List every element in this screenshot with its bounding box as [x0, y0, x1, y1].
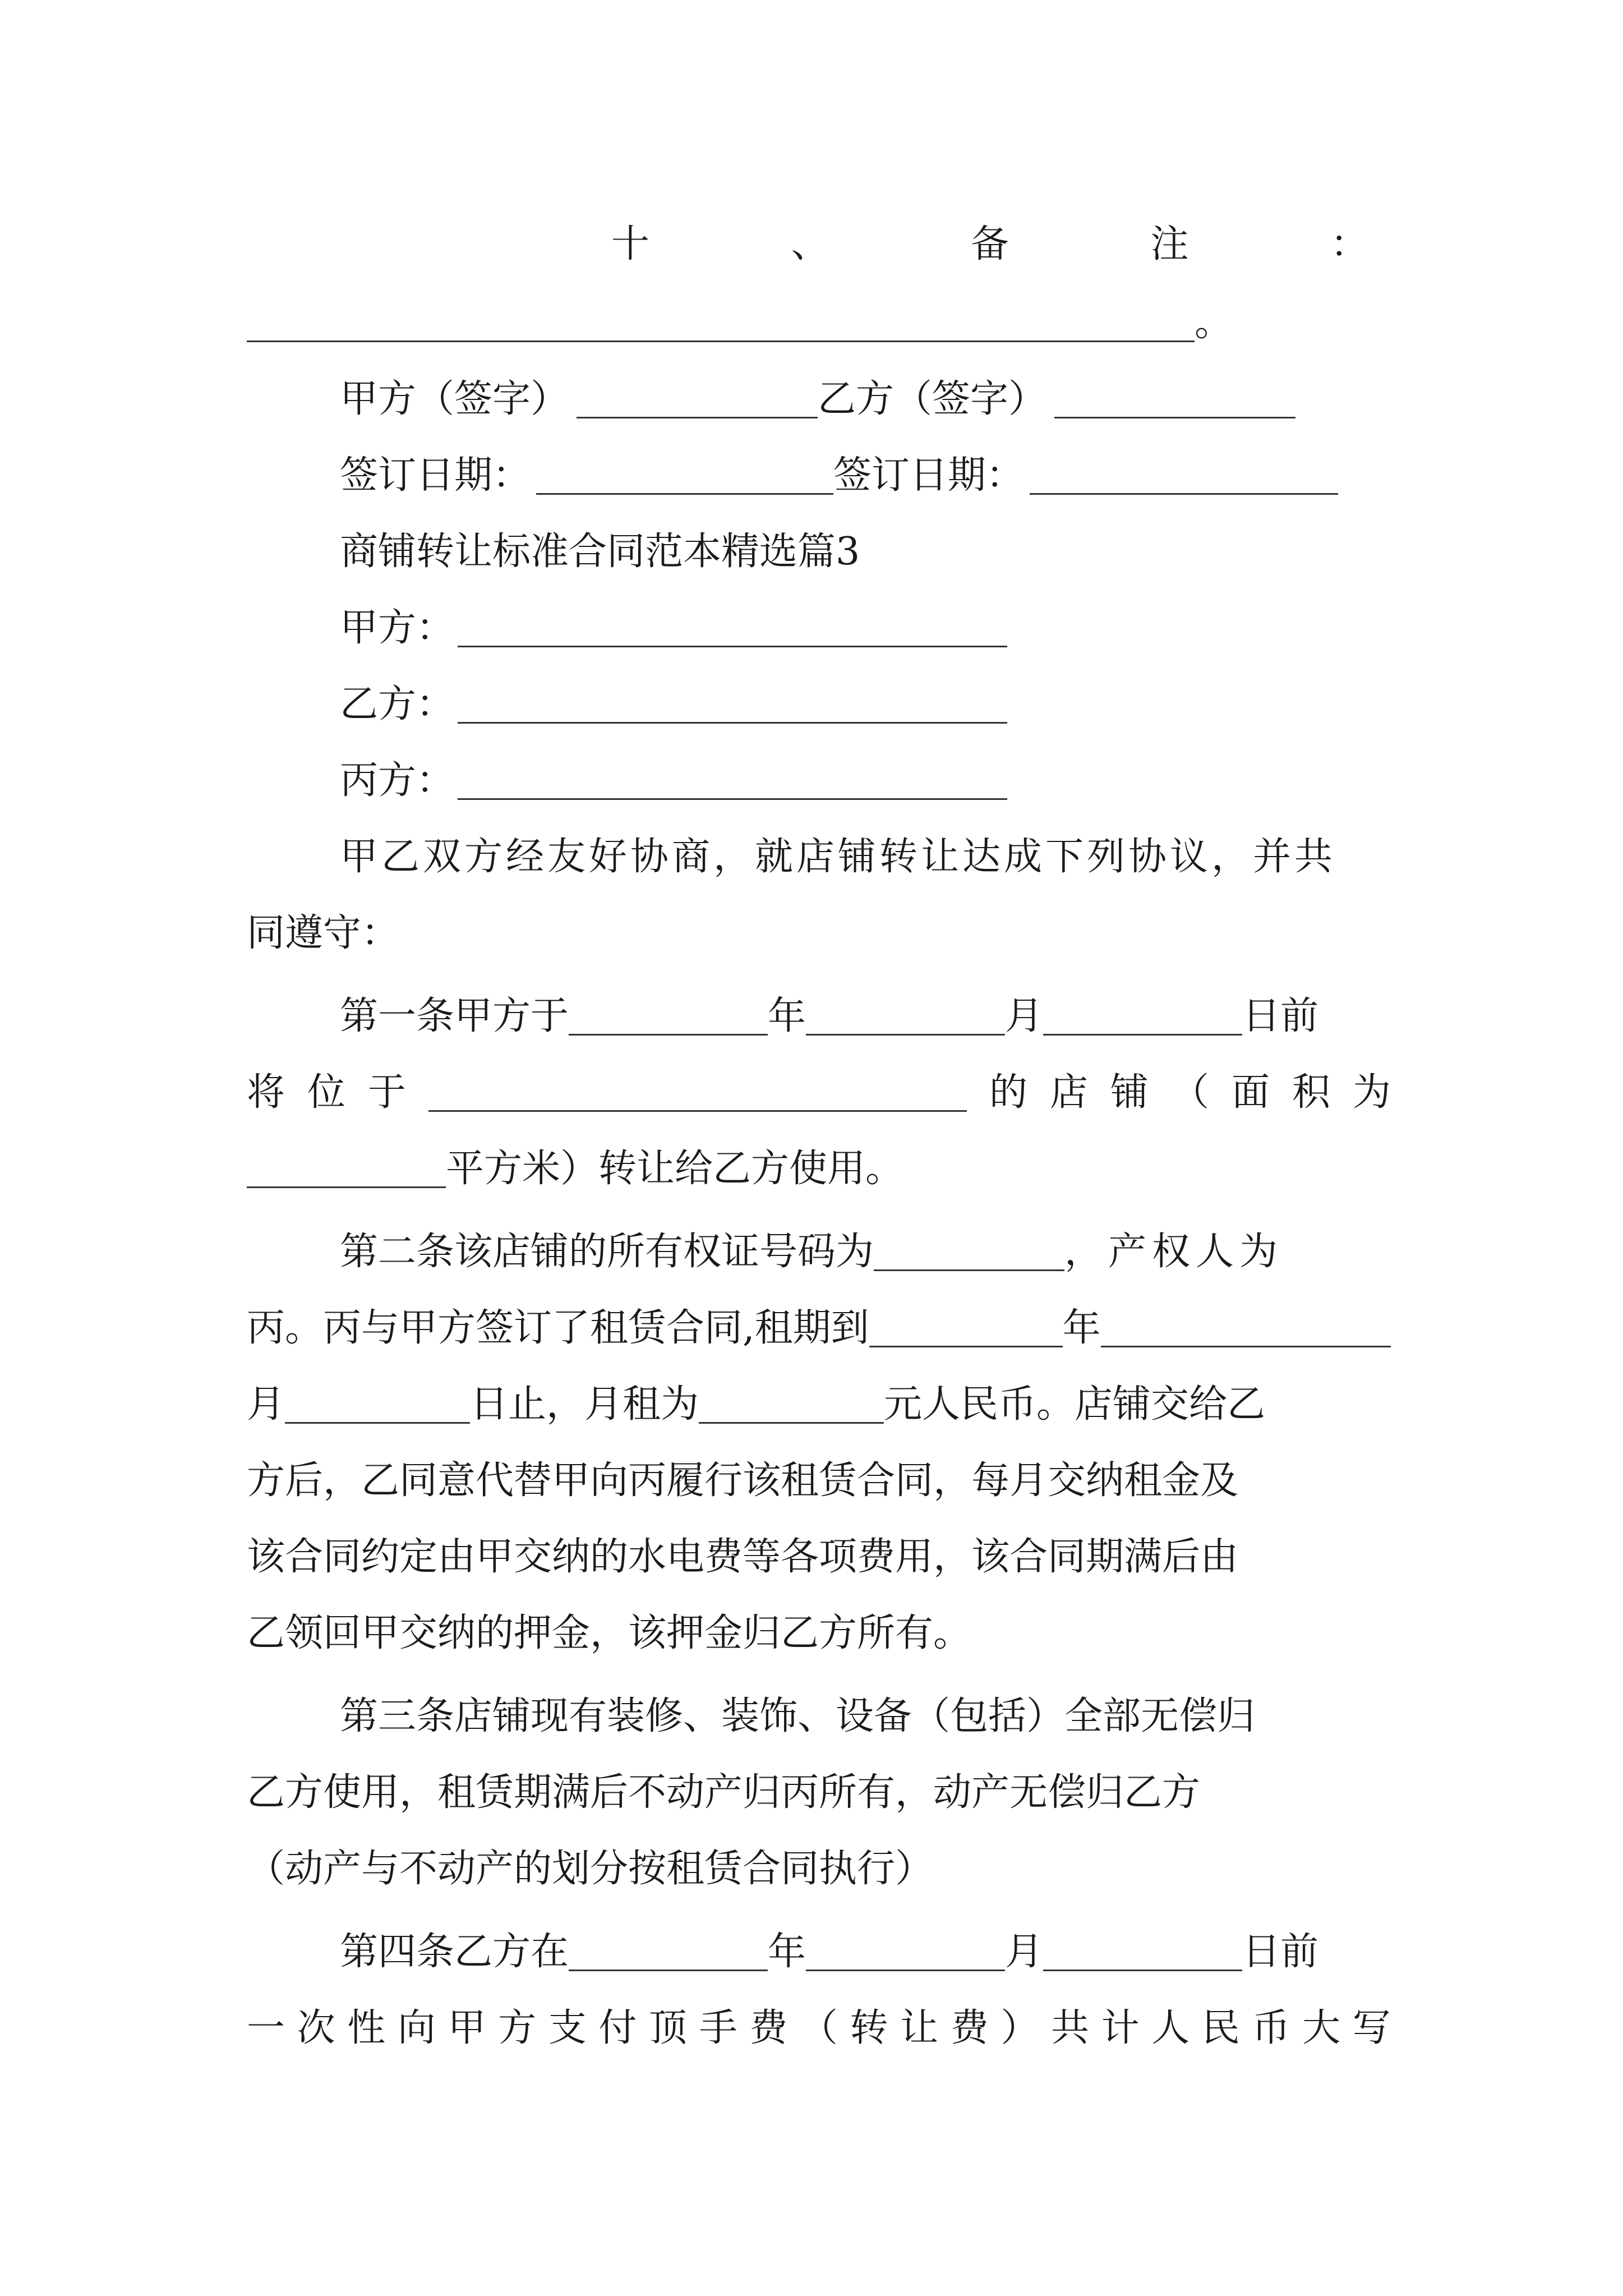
- art1-text: 平方米）转让给乙方使用。: [446, 1147, 904, 1191]
- art1-day: 日前: [1242, 994, 1319, 1038]
- year-blank: [569, 1034, 768, 1036]
- art4-char: 币: [1252, 2006, 1290, 2050]
- date-line: [340, 438, 1391, 514]
- art2-line-2: [247, 1290, 1391, 1366]
- month-blank: [806, 1034, 1005, 1036]
- art4-char: 支: [548, 2006, 587, 2050]
- art1-char: 店: [1049, 1070, 1088, 1115]
- art2-line-6: [247, 1595, 1391, 1672]
- lease-day-blank: [285, 1422, 470, 1424]
- art1-char: 的: [989, 1070, 1027, 1115]
- art2-line-5: [247, 1519, 1391, 1595]
- art1-char: 于: [368, 1070, 407, 1115]
- art4-char: 付: [598, 2006, 637, 2050]
- remarks-blank-line: [247, 285, 1391, 361]
- art2-text: 第二条该店铺的所有权证号码为: [340, 1230, 874, 1274]
- art3-line-1: [340, 1678, 1391, 1755]
- art3-line-3: [247, 1831, 1391, 1907]
- art4-line-1: [340, 1914, 1391, 1990]
- intro-line-2: [247, 895, 1391, 972]
- art4-char: 大: [1302, 2006, 1341, 2050]
- heading-char: 注: [1150, 222, 1189, 266]
- art4-char: 性: [347, 2006, 386, 2050]
- art4-char: 共: [1051, 2006, 1090, 2050]
- art2-text: 日止，月租为: [470, 1382, 699, 1427]
- section-title-text: 商铺转让标准合同范本精选篇3: [340, 530, 860, 574]
- art2-text: 该合同约定由甲交纳的水电费等各项费用，该合同期满后由: [247, 1535, 1239, 1579]
- art4-char: 一: [247, 2006, 285, 2050]
- art1-month: 月: [1005, 994, 1044, 1038]
- art1-char: 面: [1231, 1070, 1270, 1115]
- art3-text: （动产与不动产的划分按租赁合同执行）: [247, 1847, 934, 1891]
- day-blank: [1043, 1034, 1242, 1036]
- art1-char: 将: [247, 1070, 285, 1115]
- art4-char: 次: [297, 2006, 335, 2050]
- party-a-line: [340, 590, 1391, 666]
- art4-char: （: [799, 2006, 838, 2050]
- art1-char: 积: [1292, 1070, 1330, 1115]
- art2-line-3: [247, 1366, 1391, 1443]
- rent-blank: [699, 1422, 884, 1424]
- art4-char: 费: [950, 2006, 989, 2050]
- art4-line-2: [247, 1990, 1391, 2067]
- art2-text: 元人民币。店铺交给乙: [884, 1382, 1266, 1427]
- art4-char: 手: [699, 2006, 737, 2050]
- party-c-line: [340, 743, 1391, 819]
- art4-year: 年: [768, 1930, 806, 1974]
- heading-char: ：: [1330, 222, 1368, 266]
- party-c-blank: [458, 798, 1007, 800]
- art4-month-blank: [806, 1970, 1005, 1971]
- intro-text: 同遵守：: [247, 911, 400, 955]
- heading-remarks: [611, 206, 1368, 283]
- art4-month: 月: [1005, 1930, 1044, 1974]
- art4-year-blank: [569, 1970, 768, 1971]
- art2-month: 月: [247, 1382, 285, 1427]
- intro-text: 甲乙双方经友好协商，就店铺转让达成下列协议，并共: [340, 835, 1336, 879]
- party-b-blank: [458, 722, 1007, 724]
- art4-day-blank: [1043, 1970, 1242, 1971]
- art4-char: 写: [1352, 2006, 1391, 2050]
- date-label-b: 签订日期：: [833, 453, 1025, 498]
- section-title: [340, 514, 1391, 590]
- art4-day: 日前: [1242, 1930, 1319, 1974]
- art1-line-3: [247, 1131, 1391, 1207]
- art2-year: 年: [1062, 1306, 1101, 1350]
- lease-year-blank: [869, 1346, 1063, 1347]
- date-b-blank: [1030, 493, 1338, 495]
- cert-blank: [874, 1269, 1064, 1271]
- art2-line-4: [247, 1443, 1391, 1519]
- date-label-a: 签订日期：: [340, 453, 531, 498]
- party-a-label: 甲方：: [340, 606, 455, 650]
- art1-char: 位: [307, 1070, 346, 1115]
- art2-text: 方后，乙同意代替甲向丙履行该租赁合同，每月交纳租金及: [247, 1458, 1239, 1503]
- party-a-blank: [458, 646, 1007, 647]
- remarks-period: 。: [1195, 301, 1233, 345]
- art1-text: 第一条甲方于: [340, 994, 569, 1038]
- heading-char: 十: [611, 222, 650, 266]
- art4-char: 甲: [448, 2006, 486, 2050]
- intro-line-1: [340, 819, 1391, 895]
- art1-char: 为: [1352, 1070, 1391, 1115]
- party-b-label: 乙方：: [340, 682, 455, 726]
- art2-text: ，产权人为: [1064, 1230, 1284, 1274]
- party-a-sign-blank: [577, 417, 818, 418]
- art4-char: 费: [749, 2006, 788, 2050]
- art4-char: 转: [850, 2006, 888, 2050]
- art4-char: ）: [1000, 2006, 1039, 2050]
- art4-char: 向: [397, 2006, 436, 2050]
- heading-char: 、: [791, 222, 829, 266]
- art4-char: 计: [1101, 2006, 1140, 2050]
- art2-line-1: [340, 1214, 1391, 1290]
- party-a-sign-label: 甲方（签字）: [340, 377, 569, 421]
- art1-char: 铺: [1110, 1070, 1149, 1115]
- art3-text: 第三条店铺现有装修、装饰、设备（包括）全部无偿归: [340, 1694, 1256, 1738]
- party-b-sign-label: 乙方（签字）: [818, 377, 1047, 421]
- art2-text: 乙领回甲交纳的押金，该押金归乙方所有。: [247, 1611, 972, 1655]
- art4-char: 方: [498, 2006, 537, 2050]
- party-c-label: 丙方：: [340, 758, 455, 803]
- art2-text: 丙。丙与甲方签订了租赁合同,租期到: [247, 1306, 869, 1350]
- art3-text: 乙方使用，租赁期满后不动产归丙所有，动产无偿归乙方: [247, 1770, 1201, 1815]
- lease-month-blank: [1101, 1346, 1391, 1347]
- heading-char: 备: [970, 222, 1009, 266]
- blank-underline: [247, 341, 1195, 342]
- art1-line-2: [247, 1055, 1391, 1131]
- date-a-blank: [536, 493, 833, 495]
- party-b-line: [340, 666, 1391, 743]
- location-blank: [428, 1110, 967, 1112]
- art4-text: 第四条乙方在: [340, 1930, 569, 1974]
- art1-line-1: [340, 978, 1391, 1055]
- area-blank: [247, 1186, 446, 1188]
- art3-line-2: [247, 1755, 1391, 1831]
- signature-line: [340, 361, 1391, 438]
- art4-char: 顶: [649, 2006, 688, 2050]
- art4-char: 民: [1201, 2006, 1240, 2050]
- art1-year: 年: [768, 994, 806, 1038]
- art4-char: 人: [1151, 2006, 1190, 2050]
- art4-char: 让: [900, 2006, 939, 2050]
- art1-char: （: [1170, 1070, 1209, 1115]
- party-b-sign-blank: [1054, 417, 1295, 418]
